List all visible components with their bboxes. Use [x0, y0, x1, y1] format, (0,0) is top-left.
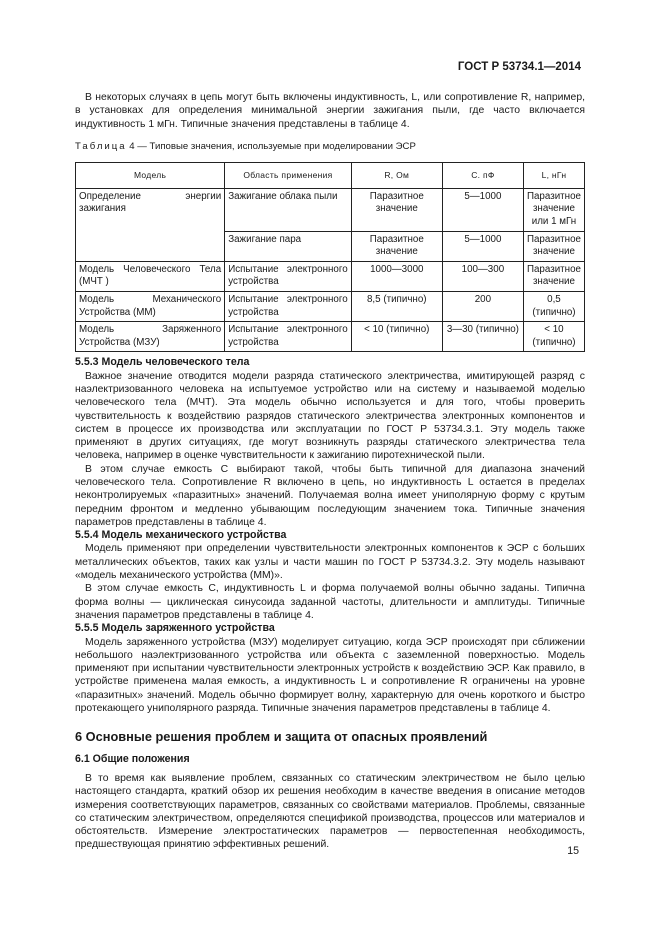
table-cell: 1000—3000 [351, 261, 442, 291]
table-caption-text: 4 — Типовые значения, используемые при моделировании ЭСР [129, 140, 416, 152]
paragraph: Модель применяют при определении чувствительности электронных компонентов к ЭСР с больших металлических объектов, таких как узлы и части машин по ГОСТ Р 53734.3.2. Эту модель называют «модель механического устройства (ММ)». [75, 543, 585, 582]
col-header-application: Область применения [225, 163, 351, 189]
table-cell: Зажигание облака пыли [225, 188, 351, 231]
paragraph: Важное значение отводится модели разряда статического электричества, имитирующей разряд с наэлектризованного человека на испытуемое устройство или на систему и называемой моделью человеческого тела (МЧТ). Эта модель обычно используется и для того, чтобы проверить чувствительность к воздействию разрядов статического электричества электронных компонентов и систем в процессе их производства или эксплуатации по ГОСТ Р 53734.3.1. Эту модель также применяют в других ситуациях, где могут возникнуть разряды статического электричества тела человека, например в оценке чувствительности к зажиганию пиротехнической пыли. [75, 370, 585, 462]
table-cell: < 10 (типично) [523, 322, 584, 352]
table-cell: Паразитное значение [351, 188, 442, 231]
intro-paragraph: В некоторых случаях в цепь могут быть включены индуктивность, L, или сопротивление R, например, в установках для определения минимальной энергии зажигания пыли, где часто включается индуктивность 1 мГн. Типичные значения представлены в таблице 4. [75, 92, 585, 130]
table-row [76, 291, 585, 321]
paragraph: Модель заряженного устройства (МЗУ) моделирует ситуацию, когда ЭСР происходят при сближении небольшого наэлектризованного устройства или объекта с заземленной поверхностью. Модель применяют при испытании чувствительности электронных устройств к воздействию ЭСР. Как правило, в устройстве применена малая емкость, а индуктивность L и сопротивление R ограничены на уровне «паразитных» значений. Модель обычно формирует волну, характерную для очень короткого и быстро протекающего униполярного разряда. Типичные значения параметров представлены в таблице 4. [75, 636, 585, 715]
table-cell: Зажигание пара [225, 231, 351, 261]
esd-values-table [75, 162, 585, 352]
table-cell: 200 [442, 291, 523, 321]
col-header-capacitance: C. пФ [442, 163, 523, 189]
section-5-5-3 [75, 356, 585, 529]
table-row [76, 322, 585, 352]
table-cell: 100—300 [442, 261, 523, 291]
table-cell: Испытание электронного устройства [225, 261, 351, 291]
section-heading: 5.5.4 Модель механического устройства [75, 529, 287, 542]
table-cell: Паразитное значение [351, 231, 442, 261]
table-cell: Паразитное значение [523, 231, 584, 261]
table-cell: Модель Человеческого Тела (МЧТ ) [76, 261, 225, 291]
table-header-row [76, 163, 585, 189]
table-row [76, 188, 585, 231]
col-header-model: Модель [76, 163, 225, 189]
table-cell: < 10 (типично) [351, 322, 442, 352]
table-cell: 0,5 (типично) [523, 291, 584, 321]
table-caption [75, 140, 585, 153]
table-cell: 3—30 (типично) [442, 322, 523, 352]
table-cell: 5—1000 [442, 188, 523, 231]
col-header-resistance: R, Ом [351, 163, 442, 189]
table-cell: Испытание электронного устройства [225, 291, 351, 321]
table-cell: 8,5 (типично) [351, 291, 442, 321]
section-5-5-5 [75, 622, 585, 715]
table-cell: 5—1000 [442, 231, 523, 261]
page-number: 15 [567, 845, 579, 857]
paragraph: В то время как выявление проблем, связанных со статическим электричеством не было целью настоящего стандарта, краткий обзор их решения необходим в качестве введения в описание методов измерения соответствующих параметров, связанных со свойствами материалов. Проблемы, связанные со статическим электричеством, определяются спецификой производства, процессов или материалов и обстоятельств. Измерение электростатических параметров — первостепенная необходимость, предшествующая принятию эффективных решений. [75, 772, 585, 851]
table-cell: Модель Механического Устройства (ММ) [76, 291, 225, 321]
chapter-heading: 6 Основные решения проблем и защита от опасных проявлений [75, 729, 488, 745]
paragraph: В этом случае емкость C выбирают такой, чтобы быть типичной для диапазона значений человеческого тела. Сопротивление R включено в цепь, но индуктивность L остается в пределах неконтролируемых «паразитных» значений. Получаемая волна имеет униполярную форму с крутым передним фронтом и медленно убывающим последующим значением тока. Типичные значения параметров представлены в таблице 4. [75, 463, 585, 528]
table-row [76, 261, 585, 291]
page-content [75, 91, 585, 852]
section-5-5-4 [75, 529, 585, 622]
table-cell: Паразитное значение [523, 261, 584, 291]
table-cell: Модель Заряженного Устройства (МЗУ) [76, 322, 225, 352]
document-id: ГОСТ Р 53734.1—2014 [457, 61, 581, 73]
section-heading: 6.1 Общие положения [75, 752, 190, 765]
section-heading: 5.5.3 Модель человеческого тела [75, 356, 250, 369]
table-caption-label: Таблица [75, 140, 127, 152]
paragraph: В этом случае емкость C, индуктивность L и форма получаемой волны обычно заданы. Типична форма волны — циклическая синусоида заданной частоты, длительности и амплитуды. Типичные значения параметров представлены в таблице 4. [75, 583, 585, 621]
table-cell: Испытание электронного устройства [225, 322, 351, 352]
table-cell: Паразитное значение или 1 мГн [523, 188, 584, 231]
section-heading: 5.5.5 Модель заряженного устройства [75, 622, 275, 635]
col-header-inductance: L, нГн [523, 163, 584, 189]
table-cell: Определение энергии зажигания [76, 188, 225, 261]
